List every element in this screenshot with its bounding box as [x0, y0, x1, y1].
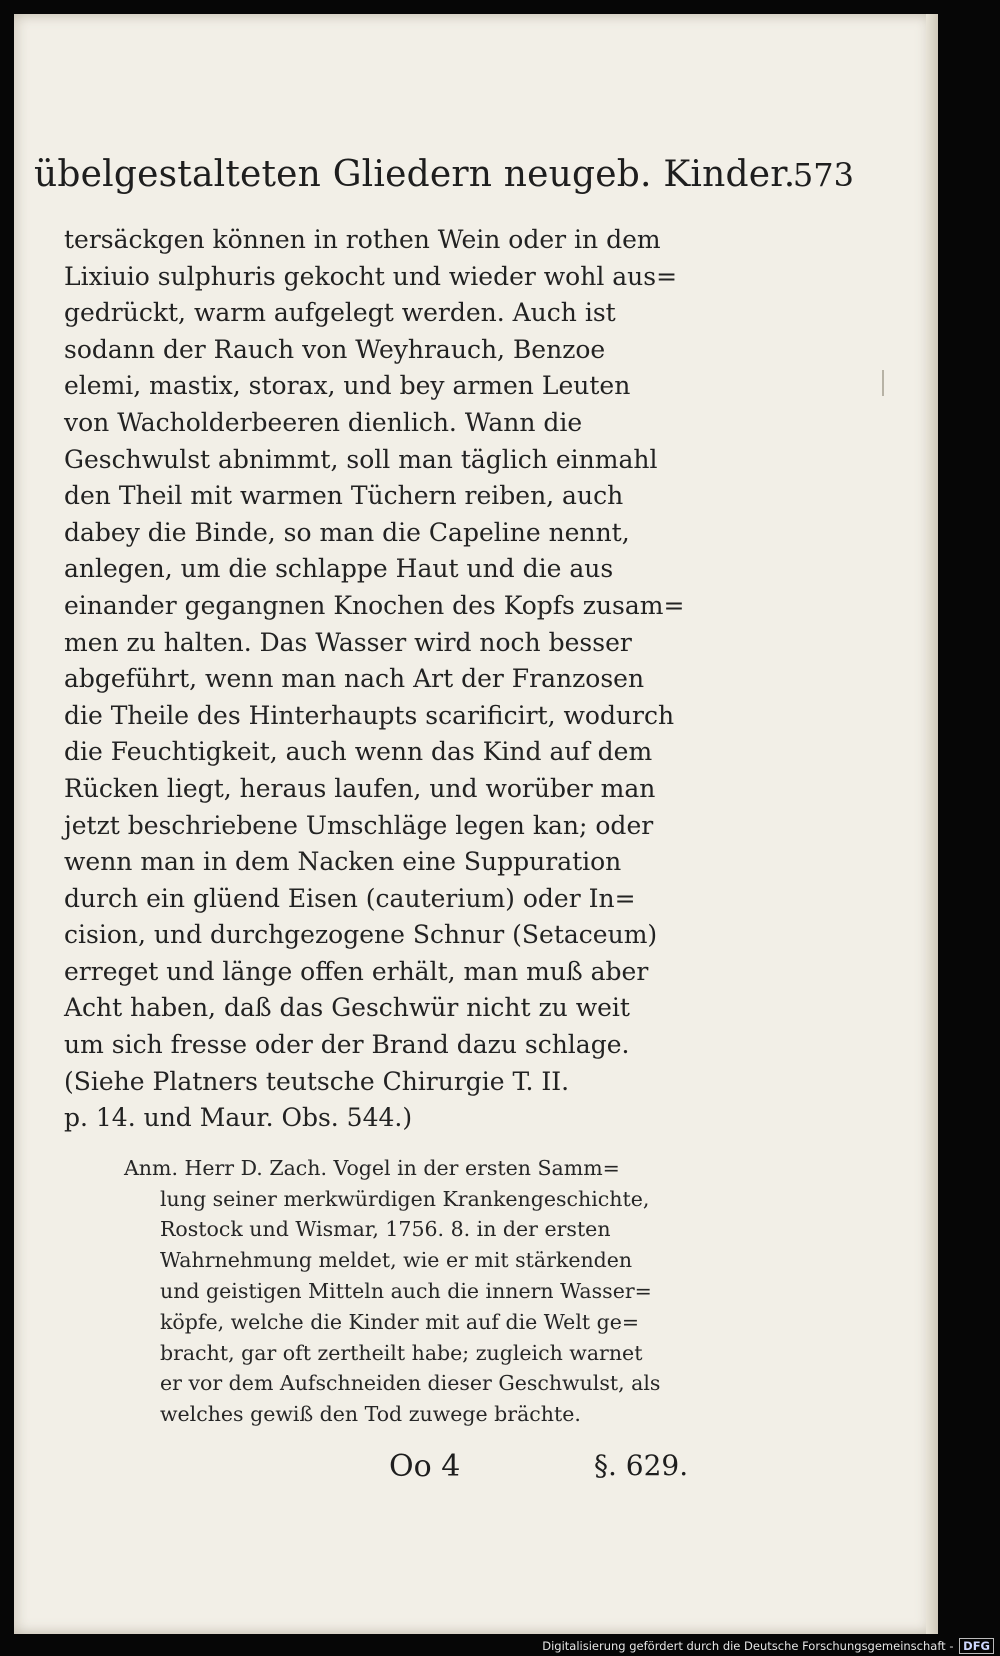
text-line: elemi, mastix, storax, und bey armen Leuten [64, 371, 631, 401]
text-line: (Siehe Platners teutsche Chirurgie T. II. [64, 1066, 570, 1096]
note-line: und geistigen Mitteln auch die innern Wasser= [160, 1279, 652, 1304]
text-line: p. 14. und Maur. Obs. 544.) [64, 1103, 413, 1133]
text-line: erreget und länge offen erhält, man muß aber [64, 956, 649, 986]
text-line: dabey die Binde, so man die Capeline nennt, [64, 517, 630, 547]
book-page [14, 14, 938, 1634]
text-line: Rücken liegt, heraus laufen, und worüber man [64, 773, 656, 803]
text-line: die Theile des Hinterhaupts scarificirt, wodurch [64, 700, 675, 730]
dfg-logo: DFG [959, 1638, 994, 1654]
text-line: einander gegangnen Knochen des Kopfs zusam= [64, 590, 685, 620]
text-line: den Theil mit warmen Tüchern reiben, auch [64, 481, 624, 511]
running-title: übelgestalteten Gliedern neugeb. Kinder. [34, 154, 796, 195]
note-line: lung seiner merkwürdigen Krankengeschichte, [160, 1186, 650, 1211]
text-line: die Feuchtigkeit, auch wenn das Kind auf dem [64, 737, 653, 767]
text-line: Lixiuio sulphuris gekocht und wieder wohl aus= [64, 261, 678, 291]
note-line: Wahrnehmung meldet, wie er mit stärkenden [160, 1248, 633, 1273]
text-line: men zu halten. Das Wasser wird noch besser [64, 627, 632, 657]
text-line: durch ein glüend Eisen (cauterium) oder In= [64, 883, 636, 913]
text-line: abgeführt, wenn man nach Art der Franzosen [64, 664, 645, 694]
note-line: Anm. Herr D. Zach. Vogel in der ersten Samm= [124, 1155, 620, 1180]
margin-pencil-mark [882, 370, 884, 396]
page-header [34, 154, 854, 204]
text-line: von Wacholderbeeren dienlich. Wann die [64, 407, 583, 437]
text-line: sodann der Rauch von Weyhrauch, Benzoe [64, 334, 606, 364]
text-line: Acht haben, daß das Geschwür nicht zu weit [64, 993, 630, 1023]
text-line: wenn man in dem Nacken eine Suppuration [64, 847, 622, 877]
signature-mark: Oo 4 [389, 1449, 461, 1484]
text-line: jetzt beschriebene Umschläge legen kan; oder [64, 810, 654, 840]
main-text-block [64, 222, 684, 1430]
note-line: Rostock und Wismar, 1756. 8. in der ersten [160, 1217, 611, 1242]
note-line: bracht, gar oft zertheilt habe; zugleich warnet [160, 1340, 643, 1365]
text-line: Geschwulst abnimmt, soll man täglich einmahl [64, 444, 658, 474]
page-number: 573 [792, 156, 854, 194]
text-line: cision, und durchgezogene Schnur (Setaceum) [64, 920, 658, 950]
credit-text: Digitalisierung gefördert durch die Deutsche Forschungsgemeinschaft - [542, 1639, 954, 1653]
note-line: er vor dem Aufschneiden dieser Geschwulst, als [160, 1371, 661, 1396]
text-line: tersäckgen können in rothen Wein oder in dem [64, 225, 661, 254]
annotation-note [124, 1153, 694, 1430]
note-line: welches gewiß den Tod zuwege brächte. [160, 1402, 581, 1427]
digitization-credit [542, 1638, 994, 1654]
note-line: köpfe, welche die Kinder mit auf die Welt ge= [160, 1309, 640, 1334]
catchword: §. 629. [594, 1449, 689, 1482]
text-line: um sich fresse oder der Brand dazu schlage. [64, 1030, 630, 1060]
page-edge [926, 14, 938, 1634]
text-line: gedrückt, warm aufgelegt werden. Auch ist [64, 298, 616, 328]
page-footer [64, 1449, 704, 1489]
text-line: anlegen, um die schlappe Haut und die aus [64, 554, 614, 584]
